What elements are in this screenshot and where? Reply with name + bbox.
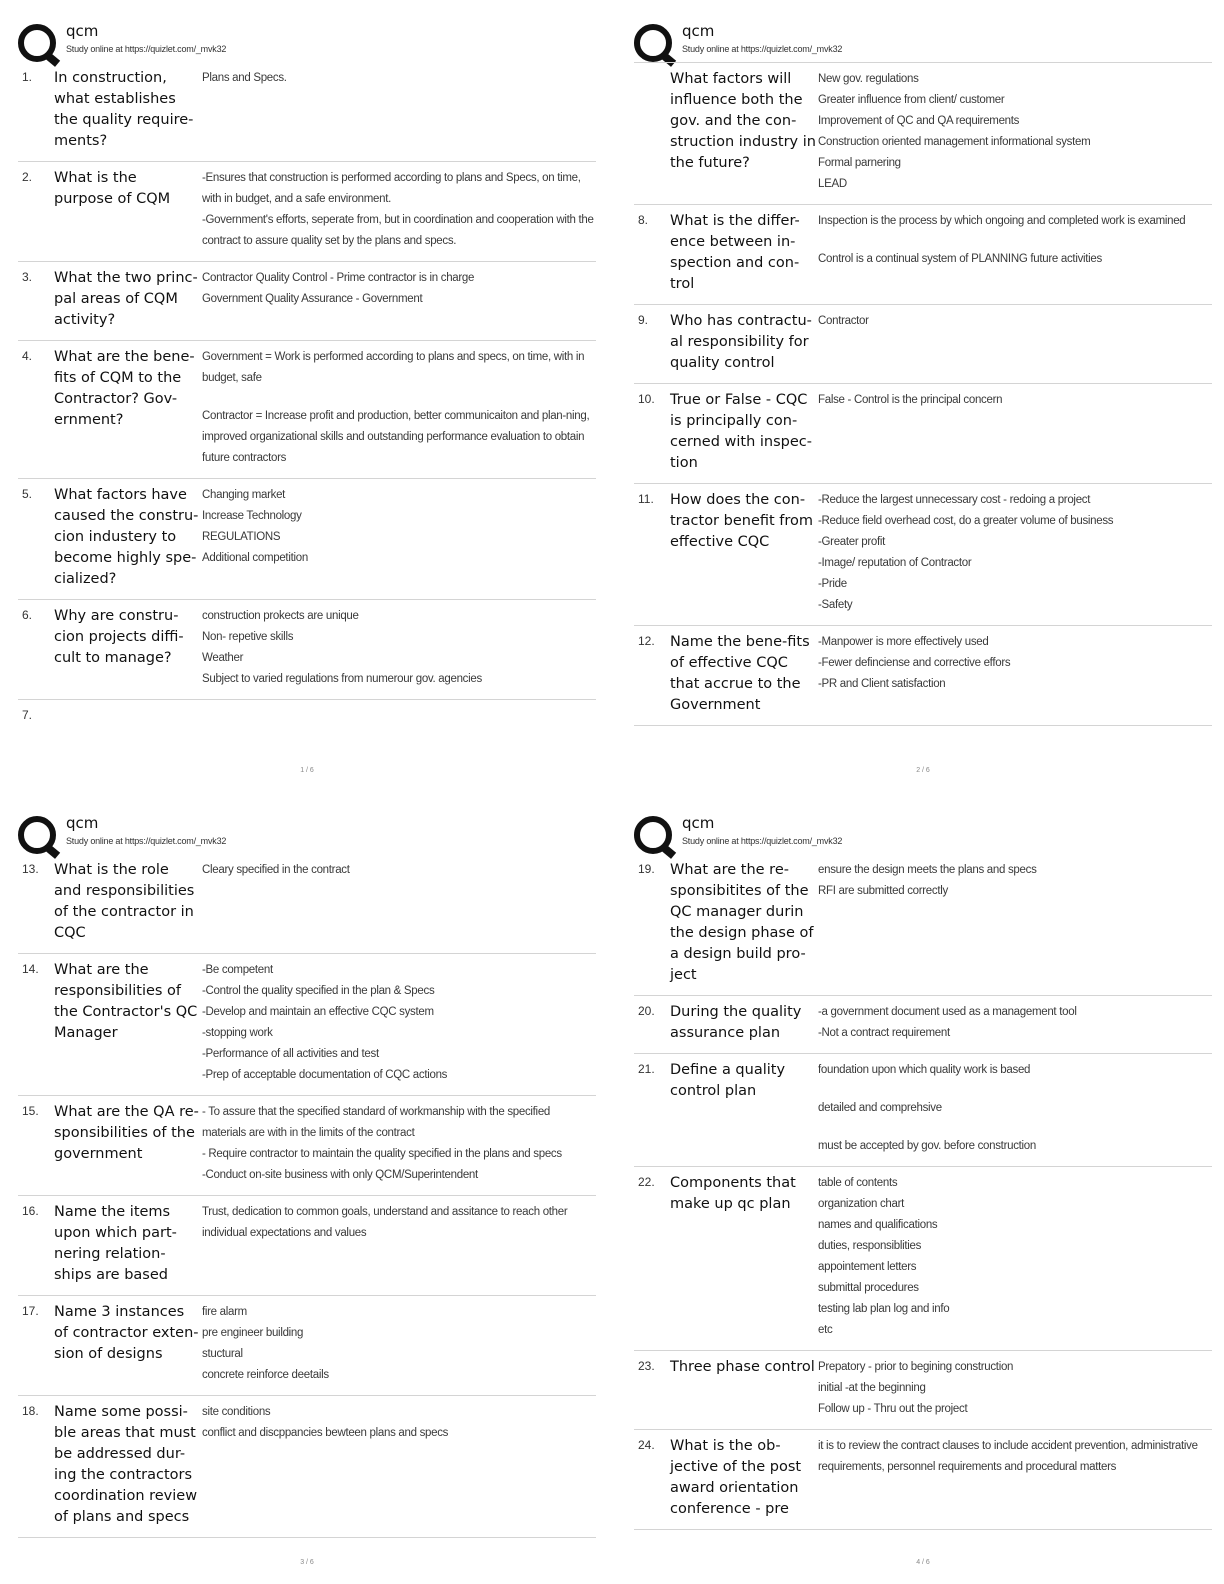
page-number: 1 / 6 bbox=[300, 767, 314, 774]
definition-line: -Manpower is more effectively used bbox=[818, 636, 989, 648]
card-definition bbox=[200, 168, 596, 252]
page-1 bbox=[18, 20, 596, 780]
definition-line: Control is a continual system of PLANNING future activities bbox=[818, 253, 1102, 265]
card-number: 12. bbox=[638, 634, 655, 648]
card-definition bbox=[200, 1302, 596, 1386]
definition-line: -Reduce the largest unnecessary cost - redoing a project bbox=[818, 494, 1091, 506]
card-term: What is the role and responsibilities of the contractor in CQC bbox=[54, 862, 195, 941]
card-term: Three phase control bbox=[670, 1359, 815, 1375]
card-number: 14. bbox=[22, 962, 39, 976]
card-number bbox=[634, 69, 670, 195]
definition-line: -Performance of all activities and test bbox=[202, 1048, 379, 1060]
page-number: 3 / 6 bbox=[300, 1559, 314, 1566]
card-number: 11. bbox=[638, 492, 654, 506]
card-term: Name 3 instances of contractor exten-sion of designs bbox=[54, 1304, 199, 1362]
definition-line: Weather bbox=[202, 652, 244, 664]
card-definition bbox=[200, 347, 596, 469]
flashcard bbox=[634, 1054, 1212, 1167]
definition-line: -stopping work bbox=[202, 1027, 273, 1039]
card-definition bbox=[200, 960, 596, 1086]
card-term: Name some possi-ble areas that must be addressed dur-ing the contractors coordination review of plans and specs bbox=[54, 1404, 198, 1525]
definition-line bbox=[818, 1119, 1212, 1136]
page-header bbox=[18, 20, 596, 62]
definition-line: stuctural bbox=[202, 1348, 243, 1360]
quizlet-logo-icon bbox=[634, 24, 672, 62]
card-term: Define a quality control plan bbox=[670, 1062, 786, 1099]
card-number: 17. bbox=[22, 1304, 39, 1318]
definition-line: -Not a contract requirement bbox=[818, 1027, 950, 1039]
card-definition bbox=[200, 68, 596, 152]
card-definition bbox=[200, 485, 596, 590]
card-definition bbox=[816, 1357, 1212, 1420]
definition-line bbox=[818, 1081, 1212, 1098]
page-3 bbox=[18, 812, 596, 1572]
study-link-text: Study online at https://quizlet.com/_mvk32 bbox=[682, 836, 843, 846]
definition-line: initial -at the beginning bbox=[818, 1382, 926, 1394]
definition-line: -Safety bbox=[818, 599, 853, 611]
definition-line: submittal procedures bbox=[818, 1282, 919, 1294]
set-title: qcm bbox=[682, 22, 715, 40]
card-term: In construction, what establishes the quality require-ments? bbox=[54, 70, 194, 149]
definition-line: - To assure that the specified standard of workmanship with the specified materials are with in the limits of the contract bbox=[202, 1106, 551, 1139]
card-number: 8. bbox=[638, 213, 649, 227]
card-number: 19. bbox=[638, 862, 655, 876]
definition-line: -a government document used as a management tool bbox=[818, 1006, 1077, 1018]
page-2 bbox=[634, 20, 1212, 780]
card-number: 9. bbox=[638, 313, 649, 327]
card-definition bbox=[200, 1402, 596, 1528]
flashcard bbox=[18, 954, 596, 1096]
flashcard bbox=[634, 854, 1212, 996]
definition-line: must be accepted by gov. before construction bbox=[818, 1140, 1036, 1152]
definition-line: etc bbox=[818, 1324, 833, 1336]
card-definition bbox=[200, 606, 596, 690]
definition-line: RFI are submitted correctly bbox=[818, 885, 948, 897]
flashcard bbox=[18, 162, 596, 262]
flashcard bbox=[18, 1396, 596, 1538]
card-definition bbox=[816, 1060, 1212, 1157]
card-definition bbox=[816, 69, 1212, 195]
definition-line: New gov. regulations bbox=[818, 73, 919, 85]
definition-line: -Image/ reputation of Contractor bbox=[818, 557, 972, 569]
card-definition bbox=[816, 1436, 1212, 1520]
definition-line: -Prep of acceptable documentation of CQC actions bbox=[202, 1069, 448, 1081]
card-term: True or False - CQC is principally con-cerned with inspec-tion bbox=[670, 392, 812, 471]
card-term: How does the con-tractor benefit from effective CQC bbox=[670, 492, 814, 550]
definition-line: Changing market bbox=[202, 489, 286, 501]
definition-line: Increase Technology bbox=[202, 510, 302, 522]
definition-line: testing lab plan log and info bbox=[818, 1303, 950, 1315]
card-definition bbox=[816, 1173, 1212, 1341]
flashcard bbox=[18, 1296, 596, 1396]
definition-line: -Conduct on-site business with only QCM/Superintendent bbox=[202, 1169, 478, 1181]
definition-line: foundation upon which quality work is based bbox=[818, 1064, 1031, 1076]
definition-line: Non- repetive skills bbox=[202, 631, 294, 643]
card-definition bbox=[816, 632, 1212, 716]
flashcard bbox=[18, 600, 596, 700]
card-term: What are the responsibilities of the Contractor's QC Manager bbox=[54, 962, 198, 1041]
definition-line: names and qualifications bbox=[818, 1219, 938, 1231]
definition-line: -Pride bbox=[818, 578, 847, 590]
next-card-number: 7. bbox=[22, 708, 33, 722]
card-number: 10. bbox=[638, 392, 655, 406]
page-header bbox=[634, 20, 1212, 62]
definition-line: site conditions bbox=[202, 1406, 271, 1418]
card-number: 16. bbox=[22, 1204, 39, 1218]
definition-line: LEAD bbox=[818, 178, 847, 190]
definition-line: Subject to varied regulations from numerour gov. agencies bbox=[202, 673, 482, 685]
flashcard bbox=[634, 1430, 1212, 1530]
card-number: 1. bbox=[22, 70, 33, 84]
card-term: Who has contractu-al responsibility for quality control bbox=[670, 313, 812, 371]
definition-line: conflict and discppancies bewteen plans and specs bbox=[202, 1427, 449, 1439]
page-number: 2 / 6 bbox=[916, 767, 930, 774]
flashcard bbox=[634, 484, 1212, 626]
flashcard bbox=[634, 305, 1212, 384]
definition-line: -Control the quality specified in the plan & Specs bbox=[202, 985, 435, 997]
definition-line: Trust, dedication to common goals, understand and assitance to reach other individual expectations and values bbox=[202, 1206, 568, 1239]
definition-line: -Reduce field overhead cost, do a greater volume of business bbox=[818, 515, 1114, 527]
definition-line: Greater influence from client/ customer bbox=[818, 94, 1005, 106]
flashcard bbox=[634, 1167, 1212, 1351]
definition-line bbox=[202, 389, 596, 406]
definition-line: Contractor Quality Control - Prime contractor is in charge bbox=[202, 272, 475, 284]
card-term: What is the ob-jective of the post award orientation conference - pre bbox=[670, 1438, 802, 1517]
card-number: 23. bbox=[638, 1359, 655, 1373]
page-header bbox=[18, 812, 596, 854]
flashcard bbox=[18, 341, 596, 479]
definition-line: -PR and Client satisfaction bbox=[818, 678, 946, 690]
definition-line: False - Control is the principal concern bbox=[818, 394, 1003, 406]
card-term: What factors will influence both the gov. and the con-struction industry in the future? bbox=[670, 71, 816, 171]
definition-line: Prepatory - prior to begining construction bbox=[818, 1361, 1014, 1373]
definition-line: -Develop and maintain an effective CQC system bbox=[202, 1006, 434, 1018]
card-definition bbox=[200, 860, 596, 944]
definition-line: Plans and Specs. bbox=[202, 72, 287, 84]
quizlet-logo-icon bbox=[18, 816, 56, 854]
card-definition bbox=[816, 311, 1212, 374]
definition-line: Construction oriented management informational system bbox=[818, 136, 1091, 148]
definition-line bbox=[818, 232, 1212, 249]
quizlet-logo-icon bbox=[18, 24, 56, 62]
card-list bbox=[18, 854, 596, 1538]
card-number: 24. bbox=[638, 1438, 655, 1452]
card-term: What the two princ-pal areas of CQM activity? bbox=[54, 270, 198, 328]
definition-line: -Government's efforts, seperate from, but in coordination and cooperation with the contract to assure quality set by the plans and specs. bbox=[202, 214, 594, 247]
flashcard bbox=[634, 996, 1212, 1054]
definition-line: Contractor = Increase profit and production, better communicaiton and plan-ning, improved organizational skills and outstanding performance evaluation to obtain future contractors bbox=[202, 410, 590, 464]
definition-line: Improvement of QC and QA requirements bbox=[818, 115, 1020, 127]
definition-line: fire alarm bbox=[202, 1306, 247, 1318]
card-number: 5. bbox=[22, 487, 33, 501]
definition-line: - Require contractor to maintain the quality specified in the plans and specs bbox=[202, 1148, 562, 1160]
card-definition bbox=[816, 860, 1212, 986]
card-list bbox=[18, 62, 596, 700]
card-term: Components that make up qc plan bbox=[670, 1175, 796, 1212]
card-term: What is the differ-ence between in-spection and con-trol bbox=[670, 213, 800, 292]
card-number: 13. bbox=[22, 862, 39, 876]
card-number: 15. bbox=[22, 1104, 39, 1118]
definition-line: Government = Work is performed according to plans and specs, on time, with in budget, safe bbox=[202, 351, 585, 384]
definition-line: Follow up - Thru out the project bbox=[818, 1403, 968, 1415]
card-list bbox=[634, 854, 1212, 1530]
quizlet-logo-icon bbox=[634, 816, 672, 854]
card-term: What are the QA re-sponsibilities of the government bbox=[54, 1104, 199, 1162]
card-number: 18. bbox=[22, 1404, 39, 1418]
study-link-text: Study online at https://quizlet.com/_mvk32 bbox=[682, 44, 843, 54]
card-list bbox=[634, 62, 1212, 726]
card-term: During the quality assurance plan bbox=[670, 1004, 802, 1041]
definition-line: Government Quality Assurance - Government bbox=[202, 293, 423, 305]
definition-line: pre engineer building bbox=[202, 1327, 304, 1339]
card-definition bbox=[200, 1202, 596, 1286]
card-number: 4. bbox=[22, 349, 33, 363]
card-number: 2. bbox=[22, 170, 33, 184]
flashcard bbox=[18, 1196, 596, 1296]
card-definition bbox=[816, 390, 1212, 474]
set-title: qcm bbox=[66, 22, 99, 40]
card-number: 22. bbox=[638, 1175, 655, 1189]
card-term: What are the re-sponsibitites of the QC manager durin the design phase of a design build pro-ject bbox=[670, 862, 814, 983]
card-term: What factors have caused the constru-cion industery to become highly spe-cialized? bbox=[54, 487, 199, 587]
definition-line: concrete reinforce deetails bbox=[202, 1369, 329, 1381]
flashcard bbox=[18, 479, 596, 600]
card-number: 3. bbox=[22, 270, 33, 284]
card-definition bbox=[816, 211, 1212, 295]
definition-line: -Fewer definciense and corrective effors bbox=[818, 657, 1011, 669]
card-definition bbox=[200, 1102, 596, 1186]
flashcard bbox=[634, 205, 1212, 305]
definition-line: table of contents bbox=[818, 1177, 898, 1189]
study-link-text: Study online at https://quizlet.com/_mvk32 bbox=[66, 836, 227, 846]
flashcard bbox=[18, 1096, 596, 1196]
card-definition bbox=[816, 1002, 1212, 1044]
card-definition bbox=[816, 490, 1212, 616]
flashcard bbox=[18, 62, 596, 162]
definition-line: construction prokects are unique bbox=[202, 610, 359, 622]
card-number: 21. bbox=[638, 1062, 655, 1076]
card-definition bbox=[200, 268, 596, 331]
flashcard bbox=[634, 626, 1212, 726]
flashcard bbox=[18, 262, 596, 341]
study-link-text: Study online at https://quizlet.com/_mvk32 bbox=[66, 44, 227, 54]
definition-line: -Ensures that construction is performed according to plans and Specs, on time, with in budget, and a safe environment. bbox=[202, 172, 581, 205]
definition-line: -Be competent bbox=[202, 964, 273, 976]
card-term: Why are constru-cion projects diffi-cult to manage? bbox=[54, 608, 184, 666]
definition-line: Formal parnering bbox=[818, 157, 901, 169]
definition-line: appointement letters bbox=[818, 1261, 917, 1273]
definition-line: -Greater profit bbox=[818, 536, 886, 548]
definition-line: Inspection is the process by which ongoing and completed work is examined bbox=[818, 215, 1186, 227]
definition-line: it is to review the contract clauses to include accident prevention, administrative requirements, personnel requirements and procedural matters bbox=[818, 1440, 1198, 1473]
definition-line: detailed and comprehsive bbox=[818, 1102, 942, 1114]
flashcard bbox=[634, 1351, 1212, 1430]
definition-line: Cleary specified in the contract bbox=[202, 864, 350, 876]
card-term: Name the bene-fits of effective CQC that accrue to the Government bbox=[670, 634, 810, 713]
definition-line: REGULATIONS bbox=[202, 531, 281, 543]
definition-line: duties, responsiblities bbox=[818, 1240, 922, 1252]
flashcard bbox=[18, 854, 596, 954]
card-term: What is the purpose of CQM bbox=[54, 170, 171, 207]
set-title: qcm bbox=[66, 814, 99, 832]
definition-line: organization chart bbox=[818, 1198, 905, 1210]
page-header bbox=[634, 812, 1212, 854]
definition-line: Contractor bbox=[818, 315, 869, 327]
flashcard bbox=[634, 62, 1212, 205]
card-number: 6. bbox=[22, 608, 33, 622]
card-term: What are the bene-fits of CQM to the Contractor? Gov-ernment? bbox=[54, 349, 195, 428]
page-number: 4 / 6 bbox=[916, 1559, 930, 1566]
card-term: Name the items upon which part-nering relation-ships are based bbox=[54, 1204, 177, 1283]
flashcard bbox=[634, 384, 1212, 484]
page-4 bbox=[634, 812, 1212, 1572]
card-number: 20. bbox=[638, 1004, 655, 1018]
definition-line: ensure the design meets the plans and specs bbox=[818, 864, 1037, 876]
set-title: qcm bbox=[682, 814, 715, 832]
definition-line: Additional competition bbox=[202, 552, 308, 564]
